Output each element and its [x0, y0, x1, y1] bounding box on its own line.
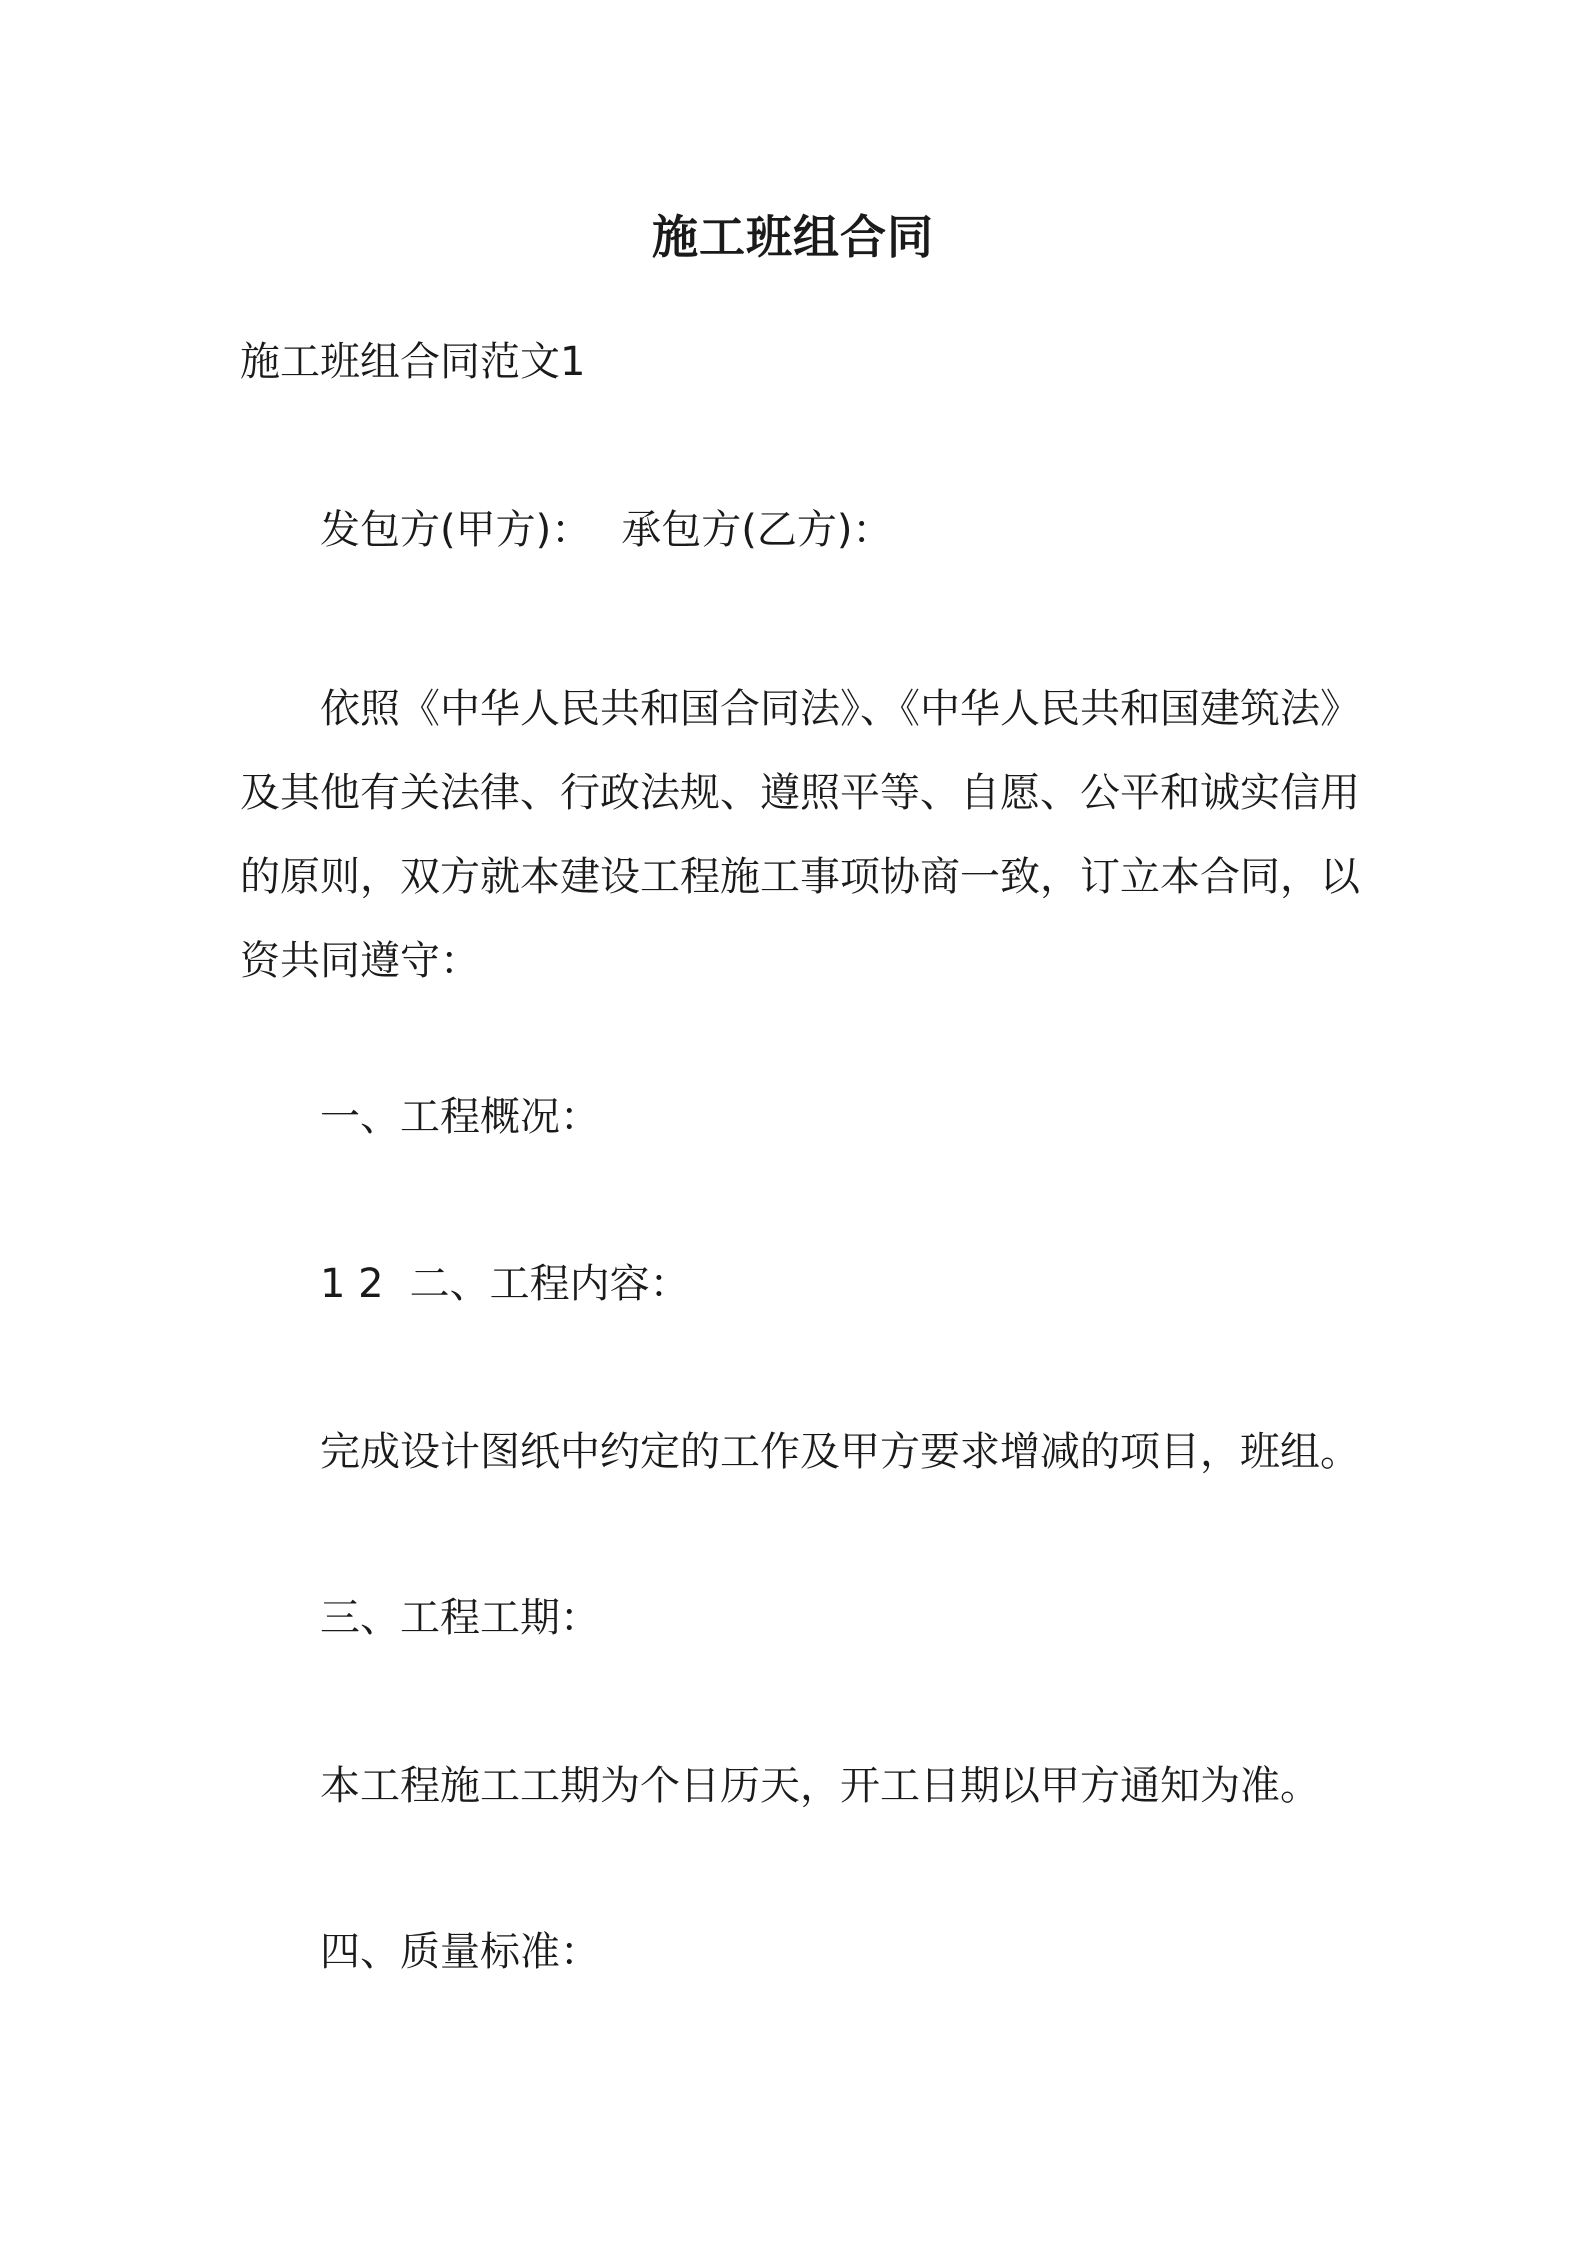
- party-b-label: 承包方(乙方)：: [621, 507, 893, 553]
- section-2-heading: 二、工程内容：: [409, 1261, 690, 1307]
- section-4-heading: 四、质量标准：: [320, 1929, 600, 1975]
- section-3-heading: 三、工程工期：: [320, 1595, 600, 1641]
- section-2-line: [320, 1256, 690, 1312]
- parties-line: [320, 502, 892, 558]
- section-1-heading: 一、工程概况：: [320, 1094, 600, 1140]
- document-title: 施工班组合同: [652, 210, 934, 264]
- section-2-number: 1 2: [320, 1261, 384, 1307]
- section-3-body: 本工程施工工期为个日历天，开工日期以甲方通知为准。: [320, 1763, 1320, 1809]
- party-a-label: 发包方(甲方)：: [320, 507, 592, 553]
- section-2-body: 完成设计图纸中约定的工作及甲方要求增减的项目，班组。: [320, 1429, 1360, 1475]
- preamble-paragraph: 依照《中华人民共和国合同法》、《中华人民共和国建筑法》及其他有关法律、行政法规、遵照平等、自愿、公平和诚实信用的原则，双方就本建设工程施工事项协商一致，订立本合同，以资共同遵守：: [240, 686, 1360, 984]
- document-subtitle: 施工班组合同范文1: [240, 339, 586, 385]
